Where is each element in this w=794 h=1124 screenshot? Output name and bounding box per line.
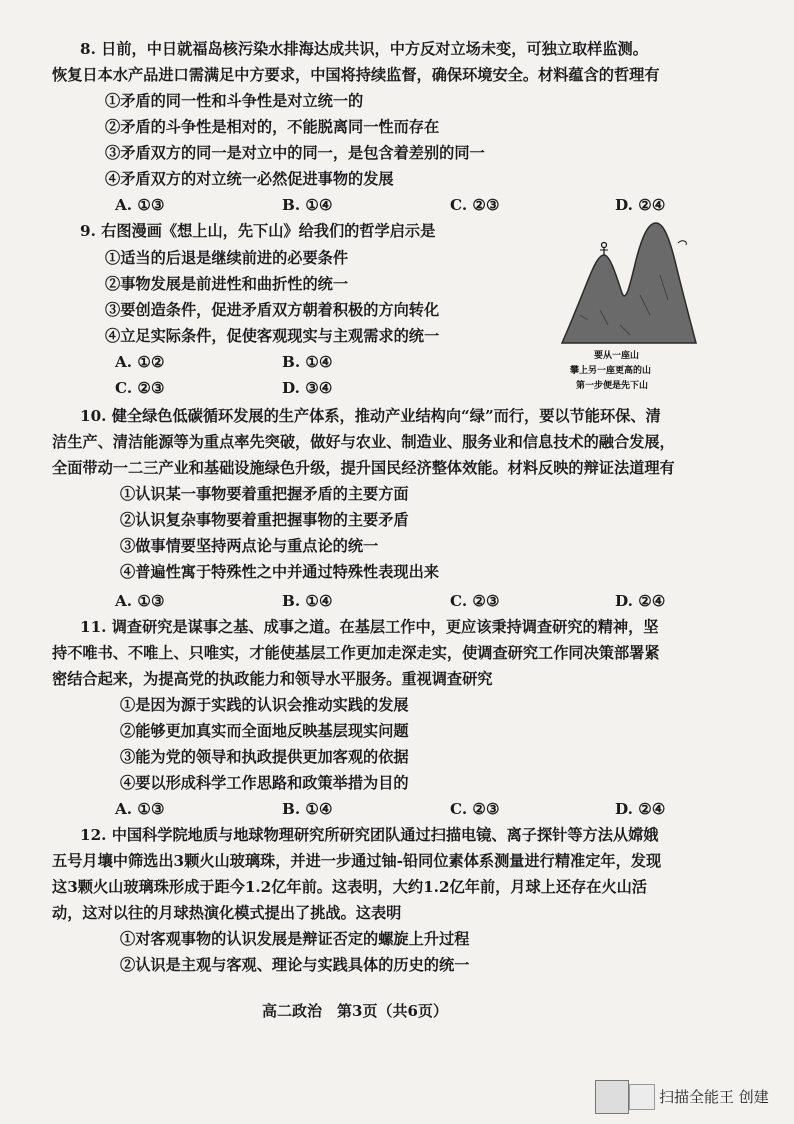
scanner-logo-icon	[629, 1084, 655, 1110]
q10-option-1: ①认识某一事物要着重把握矛盾的主要方面	[120, 485, 409, 503]
q9-option-4: ④立足实际条件，促使客观现实与主观需求的统一	[105, 327, 440, 345]
q8-option-3: ③矛盾双方的同一是对立中的同一，是包含着差别的同一	[105, 144, 485, 162]
q8-answer-c: C. ②③	[450, 196, 500, 214]
q8-option-4: ④矛盾双方的对立统一必然促进事物的发展	[105, 170, 394, 188]
q8-stem-line1: 8. 日前，中日就福岛核污染水排海达成共识，中方反对立场未变，可独立取样监测。	[80, 40, 648, 58]
q11-option-3: ③能为党的领导和执政提供更加客观的依据	[120, 748, 409, 766]
q8-stem-line2: 恢复日本水产品进口需满足中方要求，中国将持续监督，确保环境安全。材料蕴含的哲理有	[52, 66, 660, 84]
q8-answer-a: A. ①③	[115, 196, 165, 214]
q9-stem: 9. 右图漫画《想上山，先下山》给我们的哲学启示是	[80, 222, 436, 240]
cartoon-caption-line3: 第一步便是先下山	[576, 381, 649, 391]
cartoon-caption-line1: 要从一座山	[594, 351, 640, 361]
q11-option-2: ②能够更加真实而全面地反映基层现实问题	[120, 722, 409, 740]
q11-option-1: ①是因为源于实践的认识会推动实践的发展	[120, 696, 409, 714]
q10-option-4: ④普遍性寓于特殊性之中并通过特殊性表现出来	[120, 563, 439, 581]
q11-option-4: ④要以形成科学工作思路和政策举措为目的	[120, 774, 409, 792]
q12-stem-line4: 动，这对以往的月球热演化模式提出了挑战。这表明	[52, 904, 402, 922]
q8-option-2: ②矛盾的斗争性是相对的，不能脱离同一性而存在	[105, 118, 440, 136]
cartoon-caption-line2: 攀上另一座更高的山	[570, 366, 652, 376]
q8-answer-b: B. ①④	[282, 196, 333, 214]
scanner-watermark	[595, 1078, 785, 1118]
q10-stem-line2: 洁生产、清洁能源等为重点率先突破，做好与农业、制造业、服务业和信息技术的融合发展，	[52, 433, 675, 451]
q10-stem-line3: 全面带动一二三产业和基础设施绿色升级，提升国民经济整体效能。材料反映的辩证法道理有	[52, 459, 675, 477]
q9-option-2: ②事物发展是前进性和曲折性的统一	[105, 275, 348, 293]
q9-answer-d: D. ③④	[282, 379, 333, 397]
q12-option-1: ①对客观事物的认识发展是辩证否定的螺旋上升过程	[120, 930, 470, 948]
mountain-cartoon	[560, 215, 698, 415]
q9-answer-a: A. ①②	[115, 353, 165, 371]
q10-stem-line1: 10. 健全绿色低碳循环发展的生产体系，推动产业结构向“绿”而行，要以节能环保、清	[80, 407, 661, 425]
q11-answer-d: D. ②④	[615, 800, 666, 818]
mountain-drawing	[560, 215, 698, 345]
q9-option-1: ①适当的后退是继续前进的必要条件	[105, 249, 348, 267]
q9-option-3: ③要创造条件，促进矛盾双方朝着积极的方向转化	[105, 301, 440, 319]
q10-option-2: ②认识复杂事物要着重把握事物的主要矛盾	[120, 511, 409, 529]
q11-answer-c: C. ②③	[450, 800, 500, 818]
watermark-text: 扫描全能王 创建	[659, 1088, 769, 1106]
qr-code-icon	[595, 1080, 629, 1114]
q11-answer-b: B. ①④	[282, 800, 333, 818]
q11-stem-line1: 11. 调查研究是谋事之基、成事之道。在基层工作中，更应该秉持调查研究的精神，坚	[80, 618, 659, 636]
q11-stem-line3: 密结合起来，为提高党的执政能力和领导水平服务。重视调查研究	[52, 670, 493, 688]
page-footer: 高二政治 第3页（共6页）	[262, 1002, 448, 1020]
q10-answer-a: A. ①③	[115, 592, 165, 610]
q12-stem-line3: 这3颗火山玻璃珠形成于距今1.2亿年前。这表明，大约1.2亿年前，月球上还存在火山活	[52, 878, 647, 896]
q12-option-2: ②认识是主观与客观、理论与实践具体的历史的统一	[120, 956, 470, 974]
q10-answer-d: D. ②④	[615, 592, 666, 610]
q8-answer-d: D. ②④	[615, 196, 666, 214]
q12-stem-line2: 五号月壤中筛选出3颗火山玻璃珠，并进一步通过铀-铅同位素体系测量进行精准定年，发现	[52, 852, 662, 870]
q9-answer-c: C. ②③	[115, 379, 165, 397]
q8-option-1: ①矛盾的同一性和斗争性是对立统一的	[105, 92, 364, 110]
q12-stem-line1: 12. 中国科学院地质与地球物理研究所研究团队通过扫描电镜、离子探针等方法从嫦娥	[80, 826, 659, 844]
q10-answer-c: C. ②③	[450, 592, 500, 610]
q9-answer-b: B. ①④	[282, 353, 333, 371]
q10-option-3: ③做事情要坚持两点论与重点论的统一	[120, 537, 379, 555]
q11-answer-a: A. ①③	[115, 800, 165, 818]
q10-answer-b: B. ①④	[282, 592, 333, 610]
q11-stem-line2: 持不唯书、不唯上、只唯实，才能使基层工作更加走深走实，使调查研究工作同决策部署紧	[52, 644, 660, 662]
